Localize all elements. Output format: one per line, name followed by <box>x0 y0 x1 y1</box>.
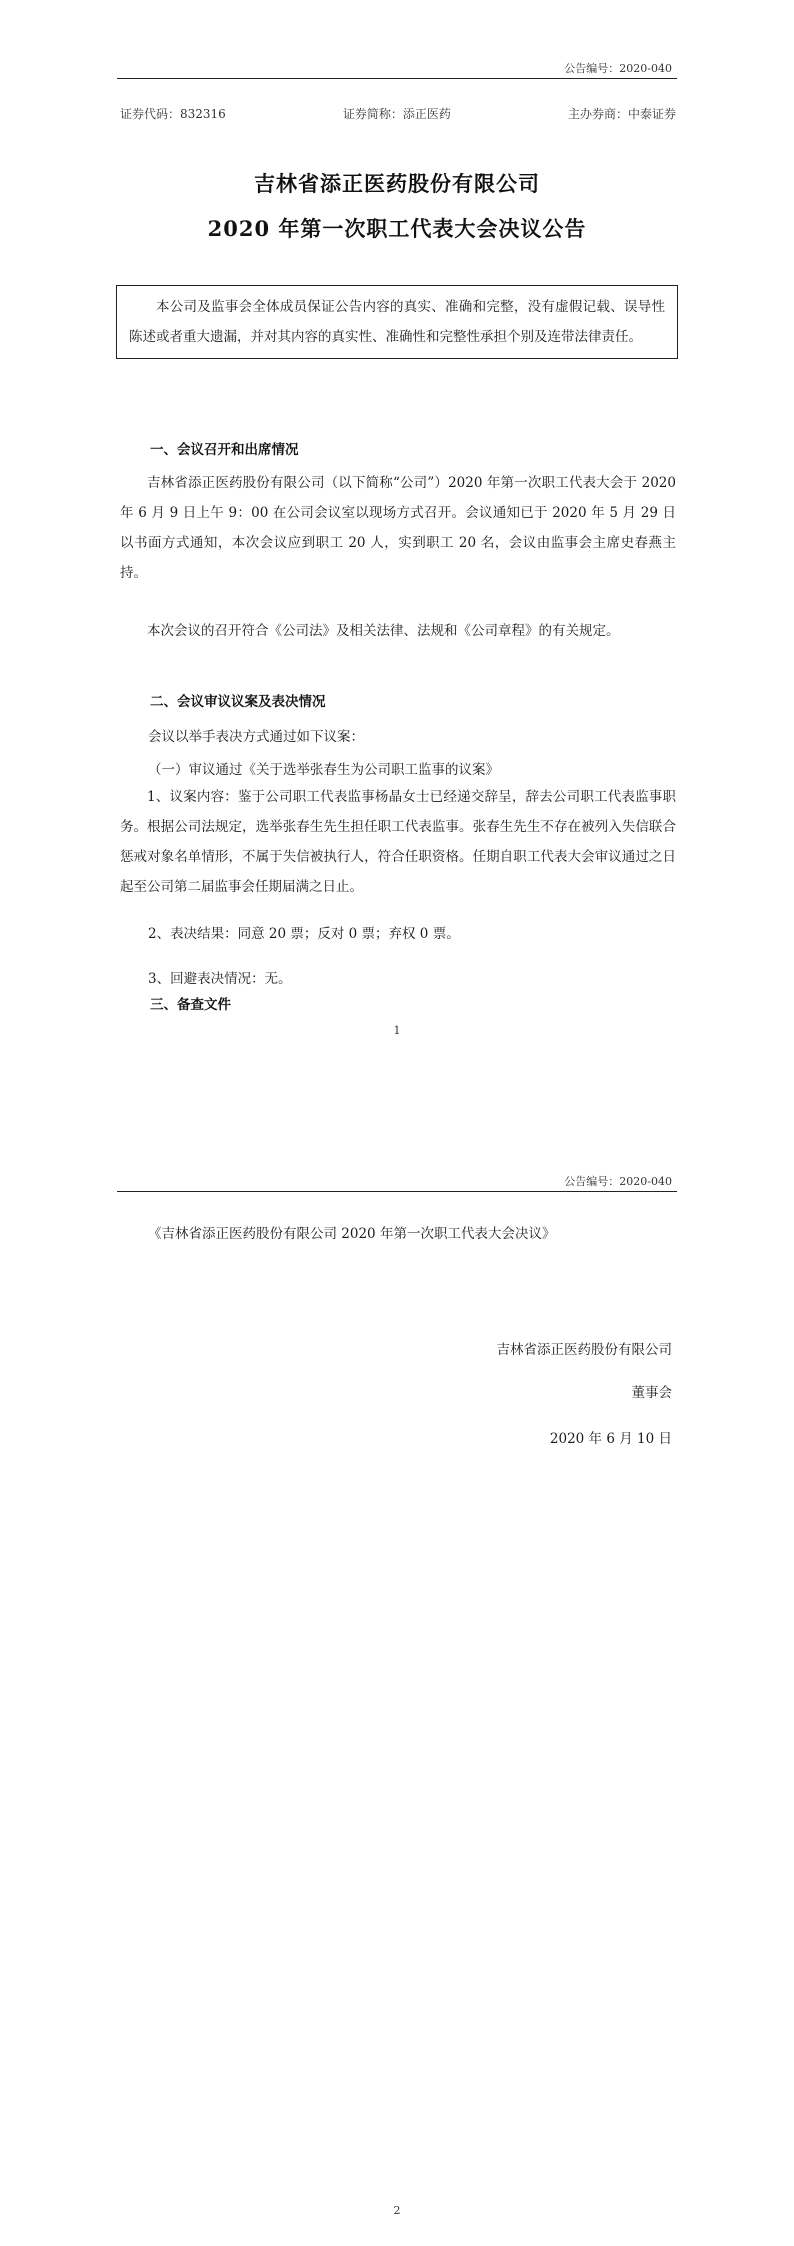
section-2-heading: 二、会议审议议案及表决情况 <box>150 694 326 710</box>
page-2 <box>0 1120 794 2246</box>
motion-title: （一）审议通过《关于选举张春生为公司职工监事的议案》 <box>148 762 499 778</box>
security-info-row <box>120 105 676 122</box>
voting-result: 2、表决结果：同意 20 票；反对 0 票；弃权 0 票。 <box>148 926 460 942</box>
title-announcement: 2020 年第一次职工代表大会决议公告 <box>207 216 587 241</box>
motion-content: 1、议案内容：鉴于公司职工代表监事杨晶女士已经递交辞呈，辞去公司职工代表监事职务。根据公司法规定，选举张春生先生担任职工代表监事。张春生先生不存在被列入失信联合惩戒对象名单情形，不属于失信被执行人，符合任职资格。任期自职工代表大会审议通过之日起至公司第二届监事会任期届满之日止。 <box>120 789 676 895</box>
page-1 <box>0 0 794 1120</box>
compliance-paragraph: 本次会议的召开符合《公司法》及相关法律、法规和《公司章程》的有关规定。 <box>147 623 620 639</box>
announcement-number: 公告编号：2020-040 <box>564 1175 672 1188</box>
header-rule <box>117 78 677 79</box>
signature-date: 2020 年 6 月 10 日 <box>549 1431 672 1447</box>
section-3-heading: 三、备查文件 <box>150 997 231 1013</box>
voting-intro: 会议以举手表决方式通过如下议案： <box>148 729 364 745</box>
meeting-info-paragraph: 吉林省添正医药股份有限公司（以下简称“公司”）2020 年第一次职工代表大会于 2020 年 6 月 9 日上午 9：00 在公司会议室以现场方式召开。会议通知已于 2020 年 5 月 29 日以书面方式通知，本次会议应到职工 20 人，实到职工 20 名，会议由监事会主席史春燕主持。 <box>120 475 676 581</box>
signature-board: 董事会 <box>631 1385 672 1401</box>
title-company: 吉林省添正医药股份有限公司 <box>254 171 540 196</box>
disclaimer-box: 本公司及监事会全体成员保证公告内容的真实、准确和完整，没有虚假记载、误导性陈述或者重大遗漏，并对其内容的真实性、准确性和完整性承担个别及连带法律责任。 <box>116 285 678 359</box>
page-number-1: 1 <box>393 1024 401 1037</box>
signature-company: 吉林省添正医药股份有限公司 <box>496 1342 672 1358</box>
reference-document: 《吉林省添正医药股份有限公司 2020 年第一次职工代表大会决议》 <box>148 1226 556 1242</box>
recusal-status: 3、回避表决情况：无。 <box>148 971 292 987</box>
sponsor-broker: 主办券商：中泰证券 <box>567 107 676 121</box>
stock-code: 证券代码：832316 <box>120 107 226 121</box>
page-number-2: 2 <box>393 2204 401 2217</box>
stock-abbreviation: 证券简称：添正医药 <box>342 107 451 121</box>
header-rule <box>117 1191 677 1192</box>
announcement-number: 公告编号：2020-040 <box>564 62 672 75</box>
section-1-heading: 一、会议召开和出席情况 <box>150 442 299 458</box>
